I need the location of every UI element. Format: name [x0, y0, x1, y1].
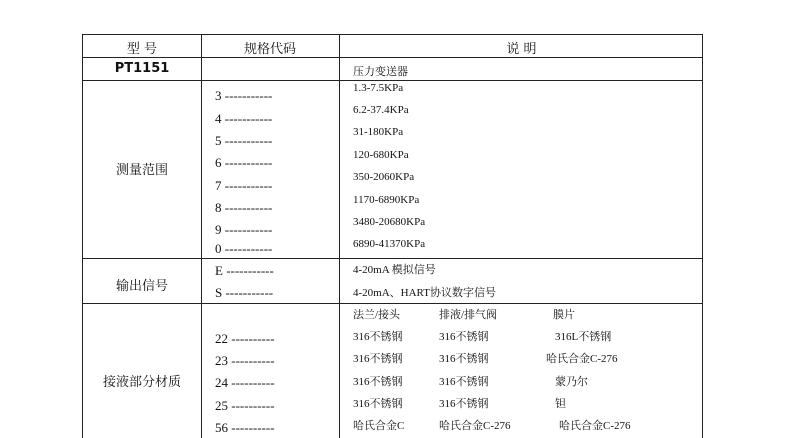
- range-code: 5 -----------: [215, 133, 273, 148]
- material-vent-valve: 316不锈钢: [439, 353, 489, 365]
- range-code: 9 -----------: [215, 222, 273, 237]
- material-flange: 316不锈钢: [353, 331, 403, 343]
- range-desc: 6.2-37.4KPa: [353, 104, 409, 116]
- material-code: 56 ----------: [215, 420, 275, 435]
- material-vent-valve: 哈氏合金C-276: [439, 420, 511, 432]
- row-divider: [83, 57, 702, 58]
- model-description: 压力变送器: [353, 66, 408, 78]
- material-vent-valve: 316不锈钢: [439, 331, 489, 343]
- spec-table: [82, 34, 703, 438]
- range-desc: 350-2060KPa: [353, 171, 415, 183]
- range-code: 3 -----------: [215, 88, 273, 103]
- row-divider: [83, 303, 702, 304]
- output-desc: 4-20mA、HART协议数字信号: [353, 287, 496, 299]
- range-desc: 1.3-7.5KPa: [353, 82, 404, 94]
- material-code: 22 ----------: [215, 331, 275, 346]
- material-column-header: 法兰/接头: [353, 309, 401, 321]
- range-desc: 31-180KPa: [353, 126, 404, 138]
- output-desc: 4-20mA 模拟信号: [353, 264, 436, 276]
- material-flange: 316不锈钢: [353, 353, 403, 365]
- range-code: 6 -----------: [215, 155, 273, 170]
- material-vent-valve: 316不锈钢: [439, 376, 489, 388]
- range-desc: 1170-6890KPa: [353, 194, 420, 206]
- material-diaphragm: 316L不锈钢: [555, 331, 612, 343]
- output-code: S -----------: [215, 285, 274, 300]
- material-code: 23 ----------: [215, 353, 275, 368]
- model-name: PT1151: [114, 61, 170, 76]
- material-code: 25 ----------: [215, 398, 275, 413]
- material-column-header: 膜片: [553, 309, 575, 321]
- material-flange: 哈氏合金C: [353, 420, 405, 432]
- range-desc: 3480-20680KPa: [353, 216, 426, 228]
- range-code: 8 -----------: [215, 200, 273, 215]
- output-code: E -----------: [215, 263, 274, 278]
- material-column-header: 排液/排气阀: [439, 309, 498, 321]
- material-diaphragm: 哈氏合金C-276: [559, 420, 631, 432]
- output-group-label: 输出信号: [115, 279, 168, 294]
- column-divider: [339, 35, 340, 438]
- material-flange: 316不锈钢: [353, 376, 403, 388]
- range-code: 7 -----------: [215, 178, 273, 193]
- material-diaphragm: 哈氏合金C-276: [546, 353, 618, 365]
- material-flange: 316不锈钢: [353, 398, 403, 410]
- range-desc: 120-680KPa: [353, 149, 409, 161]
- row-divider: [83, 258, 702, 259]
- material-diaphragm: 钽: [555, 398, 566, 410]
- header-description: 说 明: [506, 42, 537, 57]
- material-diaphragm: 蒙乃尔: [555, 376, 588, 388]
- range-code: 0 -----------: [215, 241, 273, 256]
- material-group-label: 接液部分材质: [102, 375, 181, 390]
- row-divider: [83, 80, 702, 81]
- header-model: 型 号: [126, 42, 158, 57]
- range-group-label: 测量范围: [115, 163, 168, 178]
- material-vent-valve: 316不锈钢: [439, 398, 489, 410]
- header-spec-code: 规格代码: [243, 42, 296, 57]
- material-code: 24 ----------: [215, 375, 275, 390]
- column-divider: [201, 35, 202, 438]
- range-desc: 6890-41370KPa: [353, 238, 426, 250]
- range-code: 4 -----------: [215, 111, 273, 126]
